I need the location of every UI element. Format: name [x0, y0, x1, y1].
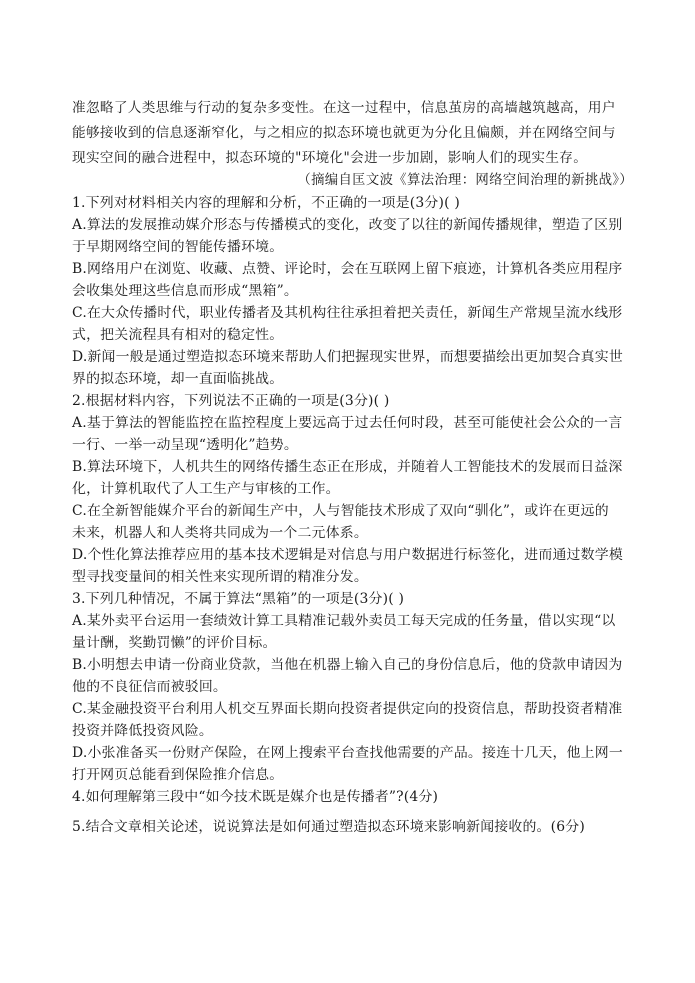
question-4	[72, 786, 628, 808]
option-d-cont: 界的拟态环境，却一直面临挑战。	[72, 371, 284, 387]
option-a: A.基于算法的智能监控在监控程度上要远高于过去任何时段，甚至可能使社会公众的一言	[72, 415, 623, 431]
option-a-cont: 于早期网络空间的智能传播环境。	[72, 239, 284, 255]
option-b: B.算法环境下，人机共生的网络传播生态正在形成，并随着人工智能技术的发展而日益深	[72, 459, 623, 475]
questions-block	[72, 192, 628, 808]
question-2	[72, 390, 628, 588]
option-d: D.个性化算法推荐应用的基本技术逻辑是对信息与用户数据进行标签化，进而通过数学模	[72, 547, 623, 563]
question-stem: 3.下列几种情况，不属于算法“黑箱”的一项是(3分)( )	[72, 591, 405, 607]
option-c-cont: 式，把关流程具有相对的稳定性。	[72, 327, 284, 343]
question-1	[72, 192, 628, 390]
question-3	[72, 588, 628, 786]
passage-line: 现实空间的融合进程中，拟态环境的"环境化"会进一步加剧，影响人们的现实生存。	[72, 150, 588, 166]
question-stem: 4.如何理解第三段中“如今技术既是媒介也是传播者”?(4分)	[72, 789, 439, 805]
option-c: C.在大众传播时代，职业传播者及其机构往往承担着把关责任，新闻生产常规呈流水线形	[72, 305, 623, 321]
option-a: A.某外卖平台运用一套绩效计算工具精准记载外卖员工每天完成的任务量，借以实现“以	[72, 613, 616, 629]
question-5	[72, 816, 628, 838]
passage-excerpt	[72, 96, 632, 171]
option-b: B.小明想去申请一份商业贷款，当他在机器上输入自己的身份信息后，他的贷款申请因为	[72, 657, 623, 673]
option-a-cont: 量计酬，奖勤罚懒”的评价目标。	[72, 635, 277, 651]
option-c: C.在全新智能媒介平台的新闻生产中，人与智能技术形成了双向“驯化”，或许在更远的	[72, 503, 609, 519]
option-b-cont: 会收集处理这些信息而形成“黑箱”。	[72, 283, 298, 299]
passage-line: 能够接收到的信息逐渐窄化，与之相应的拟态环境也就更为分化且偏颇，并在网络空间与	[72, 125, 616, 141]
question-stem: 5.结合文章相关论述，说说算法是如何通过塑造拟态环境来影响新闻接收的。(6分)	[72, 819, 586, 835]
passage-source: （摘编自匡文波《算法治理：网络空间治理的新挑战》）	[297, 173, 633, 188]
question-stem: 1.下列对材料相关内容的理解和分析，不正确的一项是(3分)( )	[72, 195, 460, 211]
option-c-cont: 未来，机器人和人类将共同成为一个二元体系。	[72, 525, 368, 541]
option-a-cont: 一行、一举一动呈现“透明化”趋势。	[72, 437, 298, 453]
passage-line: 准忽略了人类思维与行动的复杂多变性。在这一过程中，信息茧房的高墙越筑越高，用户	[72, 100, 616, 116]
option-b: B.网络用户在浏览、收藏、点赞、评论时，会在互联网上留下痕迹，计算机各类应用程序	[72, 261, 623, 277]
option-d-cont: 型寻找变量间的相关性来实现所谓的精准分发。	[72, 569, 368, 585]
option-a: A.算法的发展推动媒介形态与传播模式的变化，改变了以往的新闻传播规律，塑造了区别	[72, 217, 623, 233]
option-d: D.新闻一般是通过塑造拟态环境来帮助人们把握现实世界，而想要描绘出更加契合真实世	[72, 349, 623, 365]
question-stem: 2.根据材料内容，下列说法不正确的一项是(3分)( )	[72, 393, 390, 409]
option-d-cont: 打开网页总能看到保险推介信息。	[72, 767, 284, 783]
option-c: C.某金融投资平台利用人机交互界面长期向投资者提供定向的投资信息，帮助投资者精准	[72, 701, 623, 717]
option-b-cont: 化，计算机取代了人工生产与审核的工作。	[72, 481, 340, 497]
option-c-cont: 投资并降低投资风险。	[72, 723, 213, 739]
option-d: D.小张准备买一份财产保险，在网上搜索平台查找他需要的产品。接连十几天，他上网一	[72, 745, 623, 761]
option-b-cont: 他的不良征信而被驳回。	[72, 679, 227, 695]
